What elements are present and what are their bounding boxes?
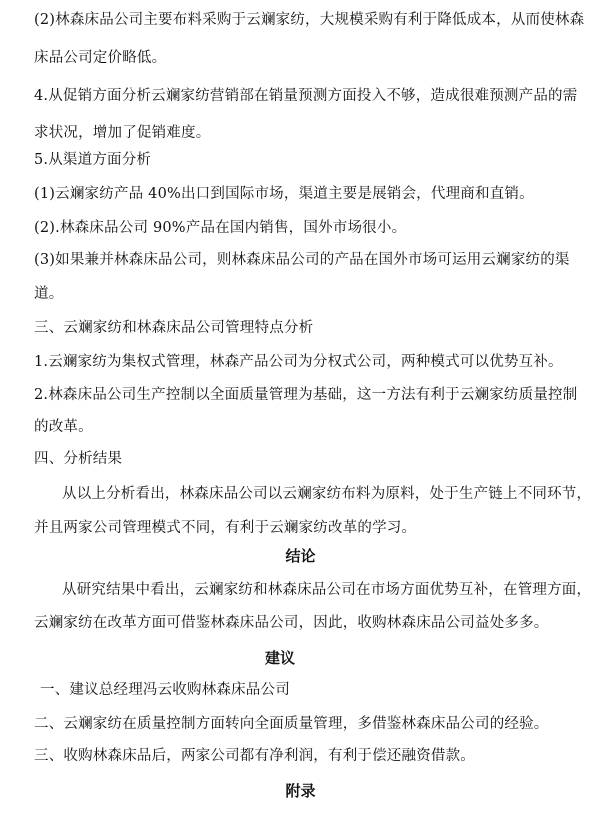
paragraph-line: 求状况，增加了促销难度。 bbox=[34, 125, 211, 141]
paragraph-line: 的改革。 bbox=[34, 419, 93, 435]
suggestion-title: 建议 bbox=[264, 649, 295, 667]
paragraph-line: 从研究结果中看出，云斓家纺和林森床品公司在市场方面优势互补，在管理方面， bbox=[62, 582, 592, 598]
paragraph-line: (3)如果兼并林森床品公司，则林森床品公司的产品在国外市场可运用云斓家纺的渠 bbox=[34, 252, 570, 268]
paragraph-line: 床品公司定价略低。 bbox=[34, 50, 167, 66]
conclusion-title: 结论 bbox=[285, 547, 316, 565]
section-heading: 三、云斓家纺和林森床品公司管理特点分析 bbox=[34, 320, 314, 336]
paragraph-line: 三、收购林森床品后，两家公司都有净利润，有利于偿还融资借款。 bbox=[34, 748, 475, 764]
paragraph-line: 一、建议总经理冯云收购林森床品公司 bbox=[40, 682, 290, 698]
paragraph-line: 1.云斓家纺为集权式管理，林森产品公司为分权式公司，两种模式可以优势互补。 bbox=[34, 354, 563, 370]
paragraph-line: (1)云斓家纺产品 40%出口到国际市场，渠道主要是展销会，代理商和直销。 bbox=[34, 186, 534, 202]
appendix-title: 附录 bbox=[285, 782, 316, 800]
paragraph-line: 道。 bbox=[34, 286, 64, 302]
paragraph-line: 从以上分析看出，林森床品公司以云斓家纺布料为原料，处于生产链上不同环节， bbox=[62, 486, 592, 502]
paragraph-line: 并且两家公司管理模式不同，有利于云斓家纺改革的学习。 bbox=[34, 520, 417, 536]
paragraph-line: 4.从促销方面分析云斓家纺营销部在销量预测方面投入不够，造成很难预测产品的需 bbox=[34, 88, 578, 104]
section-heading: 四、分析结果 bbox=[34, 451, 123, 467]
paragraph-line: 云斓家纺在改革方面可借鉴林森床品公司，因此，收购林森床品公司益处多多。 bbox=[34, 615, 549, 631]
paragraph-line: (2).林森床品公司 90%产品在国内销售，国外市场很小。 bbox=[34, 220, 407, 236]
paragraph-line: (2)林森床品公司主要布料采购于云斓家纺，大规模采购有利于降低成本，从而使林森 bbox=[34, 12, 585, 28]
paragraph-line: 2.林森床品公司生产控制以全面质量管理为基础，这一方法有利于云斓家纺质量控制 bbox=[34, 387, 578, 403]
section-heading: 5.从渠道方面分析 bbox=[34, 152, 152, 168]
paragraph-line: 二、云斓家纺在质量控制方面转向全面质量管理，多借鉴林森床品公司的经验。 bbox=[34, 716, 549, 732]
